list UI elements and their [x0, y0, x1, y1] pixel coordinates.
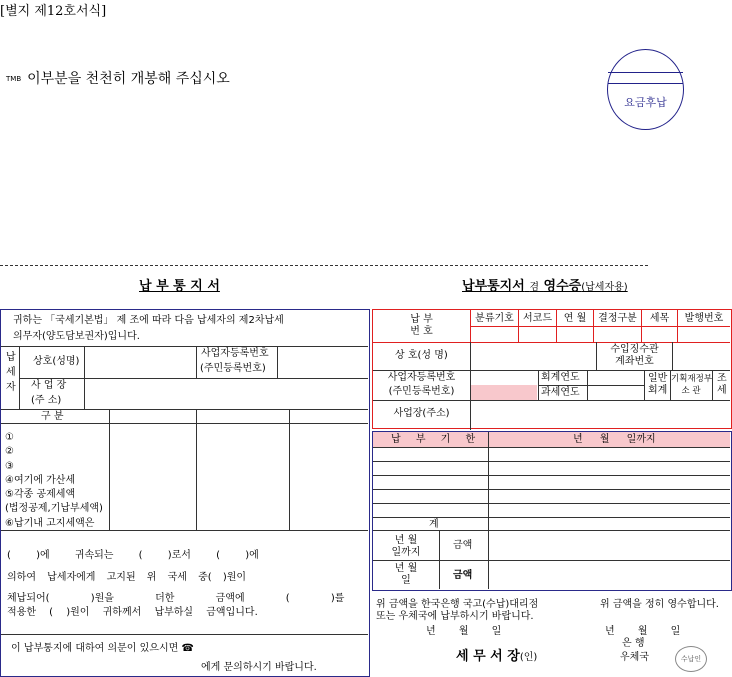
- bank-note2: 또는 우체국에 납부하시기 바랍니다.: [376, 611, 534, 622]
- right-title-small: (납세자용): [581, 282, 628, 293]
- intro-line2: 의무자(양도담보권자)입니다.: [13, 331, 140, 342]
- left-title: 납 부 통 지 서: [139, 279, 220, 294]
- ministry-label: 기획재정부 소 관: [671, 374, 713, 396]
- tax-office-chief: [456, 645, 537, 664]
- bizreg-label2: (주민등록번호): [200, 363, 266, 374]
- perforation-line: [0, 265, 648, 266]
- left-notice-form: [0, 309, 370, 677]
- postage-stamp: [607, 49, 684, 130]
- tax-year-label: 과세연도: [541, 387, 580, 398]
- notice-mark: TMB: [6, 75, 22, 83]
- para-line1: ( )에 귀속되는 ( )로서 ( )에: [7, 550, 259, 561]
- stamp-text: 요금후납: [624, 96, 667, 109]
- tax-label: 조 세: [717, 373, 727, 396]
- item-2: ②: [5, 446, 14, 458]
- post-office-label: 우체국: [620, 652, 649, 663]
- item-7: ⑥납기내 고지세액은: [5, 517, 95, 529]
- inquiry-line2: 에게 문의하시기 바랍니다.: [201, 662, 317, 673]
- date-right: 년 월 일: [605, 626, 681, 637]
- general-account: 일반 회계: [648, 373, 668, 396]
- right-title: [462, 275, 628, 294]
- name-label: 상호(성명): [33, 356, 80, 367]
- right-title-mid: 겸: [529, 282, 539, 293]
- item-1: ①: [5, 432, 14, 443]
- amount-label: 금액: [453, 540, 473, 551]
- col-issue: 발행번호: [684, 313, 724, 324]
- para-line3: 체납되어( )원을 더한 금액에 ( )를: [7, 593, 345, 604]
- item-3: ③: [5, 460, 14, 472]
- col-decision: 결정구분: [598, 313, 637, 324]
- para-line2: 의하여 납세자에게 고지된 위 국세 중( )원이: [7, 572, 247, 583]
- right-id-block: [372, 309, 732, 429]
- para-line4: 적용한 ( )원이 귀하께서 납부하실 금액입니다.: [7, 607, 258, 618]
- amount2-label: 금액: [453, 570, 473, 581]
- due-label: 납 부 기 한: [391, 434, 476, 445]
- inquiry-line1: 이 납부통지에 대하여 의문이 있으시면 ☎: [11, 643, 194, 654]
- right-bizreg1: 사업자등록번호: [387, 372, 456, 383]
- due-date: 년 월 일까지: [573, 434, 656, 445]
- right-bizreg2: (주민등록번호): [388, 386, 455, 397]
- bizreg-input[interactable]: [471, 385, 537, 400]
- after-date: 년 월 일: [394, 563, 418, 586]
- revenue-label1: 수입징수관: [610, 344, 659, 355]
- bizreg-label1: 사업자등록번호: [201, 348, 269, 359]
- receipt-note: 위 금액을 정히 영수합니다.: [600, 599, 719, 610]
- receipt-stamp: 수납인: [675, 646, 707, 672]
- bank-label: 은 행: [622, 638, 645, 649]
- right-name-label: 상 호(성 명): [395, 350, 448, 361]
- total-label: 계: [429, 519, 439, 530]
- address-label1: 사 업 장: [31, 380, 67, 391]
- fiscal-year-label: 회계연도: [541, 372, 580, 383]
- until-date: 년 월 일까지: [391, 535, 421, 558]
- intro-line1: 귀하는 「국세기본법」 제 조에 따라 다음 납세자의 제2차납세: [13, 315, 284, 326]
- item-6: (법정공제,기납부세액): [5, 503, 103, 515]
- right-address-label: 사업장(주소): [393, 408, 450, 419]
- item-list: [5, 431, 103, 531]
- notice-text: 이부분을 천천히 개봉해 주십시오: [27, 71, 230, 87]
- open-notice: [6, 68, 230, 88]
- stamp-line-bottom: [608, 83, 683, 84]
- date-left: 년 월 일: [426, 626, 502, 637]
- seal-label: (인): [519, 652, 538, 663]
- item-4: ④여기에 가산세: [5, 474, 76, 486]
- form-label: [별지 제12호서식]: [0, 4, 107, 19]
- taxpayer-label: 납 세 자: [6, 352, 16, 393]
- bank-note1: 위 금액을 한국은행 국고(수납)대리점: [376, 599, 539, 610]
- col-office: 서코드: [523, 313, 552, 324]
- right-title-main: 납부통지서: [462, 279, 525, 294]
- chief-label: 세 무 서 장: [456, 649, 520, 664]
- category-label: 구 분: [41, 411, 64, 422]
- item-5: ⑤각종 공제세액: [5, 489, 76, 501]
- col-yearmonth: 연 월: [563, 313, 587, 324]
- right-title-sub: 영수증: [543, 279, 582, 294]
- col-taxitem: 세목: [649, 313, 670, 324]
- col-class: 분류기호: [475, 313, 514, 324]
- right-due-block: [372, 431, 732, 591]
- address-label2: (주 소): [31, 395, 62, 406]
- stamp-line-top: [608, 72, 683, 73]
- revenue-label2: 계좌번호: [615, 356, 654, 367]
- payno-label: 납 부 번 호: [410, 314, 433, 337]
